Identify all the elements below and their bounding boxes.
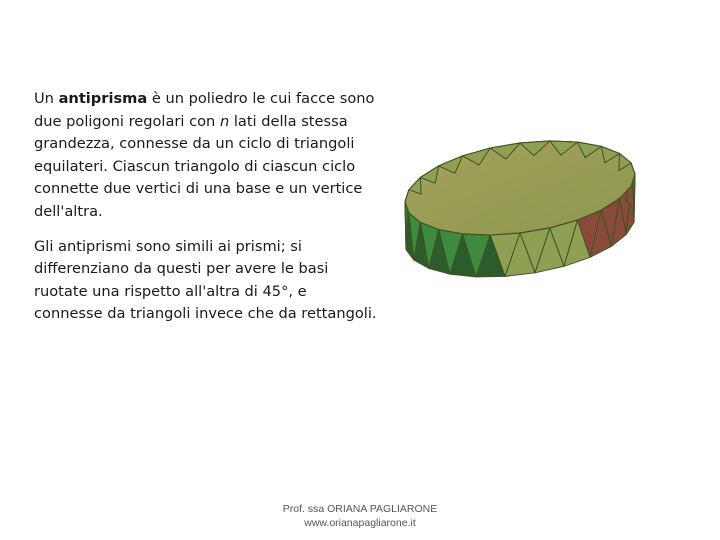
description-text (34, 88, 379, 326)
footer (240, 502, 480, 530)
antiprism-illustration (395, 118, 645, 288)
footer-website: www.orianapagliarone.it (304, 517, 416, 529)
paragraph-comparison: Gli antiprismi sono simili ai prismi; si differenziano da questi per avere le basi ruotate una rispetto all'altra di 45°, e connesse da triangoli invece che da rettangoli. (34, 237, 377, 323)
paragraph-definition (34, 88, 379, 224)
term-antiprisma: antiprisma (58, 90, 148, 107)
paragraph-definition-end: lati della stessa grandezza, connesse da un ciclo di triangoli equilateri. Ciascun triangolo di ciascun ciclo connette due vertici di una base e un vertice dell'altra. (34, 112, 363, 220)
paragraph-definition-mid: è un poliedro le cui facce sono due poligoni regolari con (34, 90, 375, 130)
variable-n: n (219, 112, 230, 130)
footer-author: Prof. ssa ORIANA PAGLIARONE (282, 503, 438, 515)
paragraph-definition-start: Un (34, 90, 59, 107)
